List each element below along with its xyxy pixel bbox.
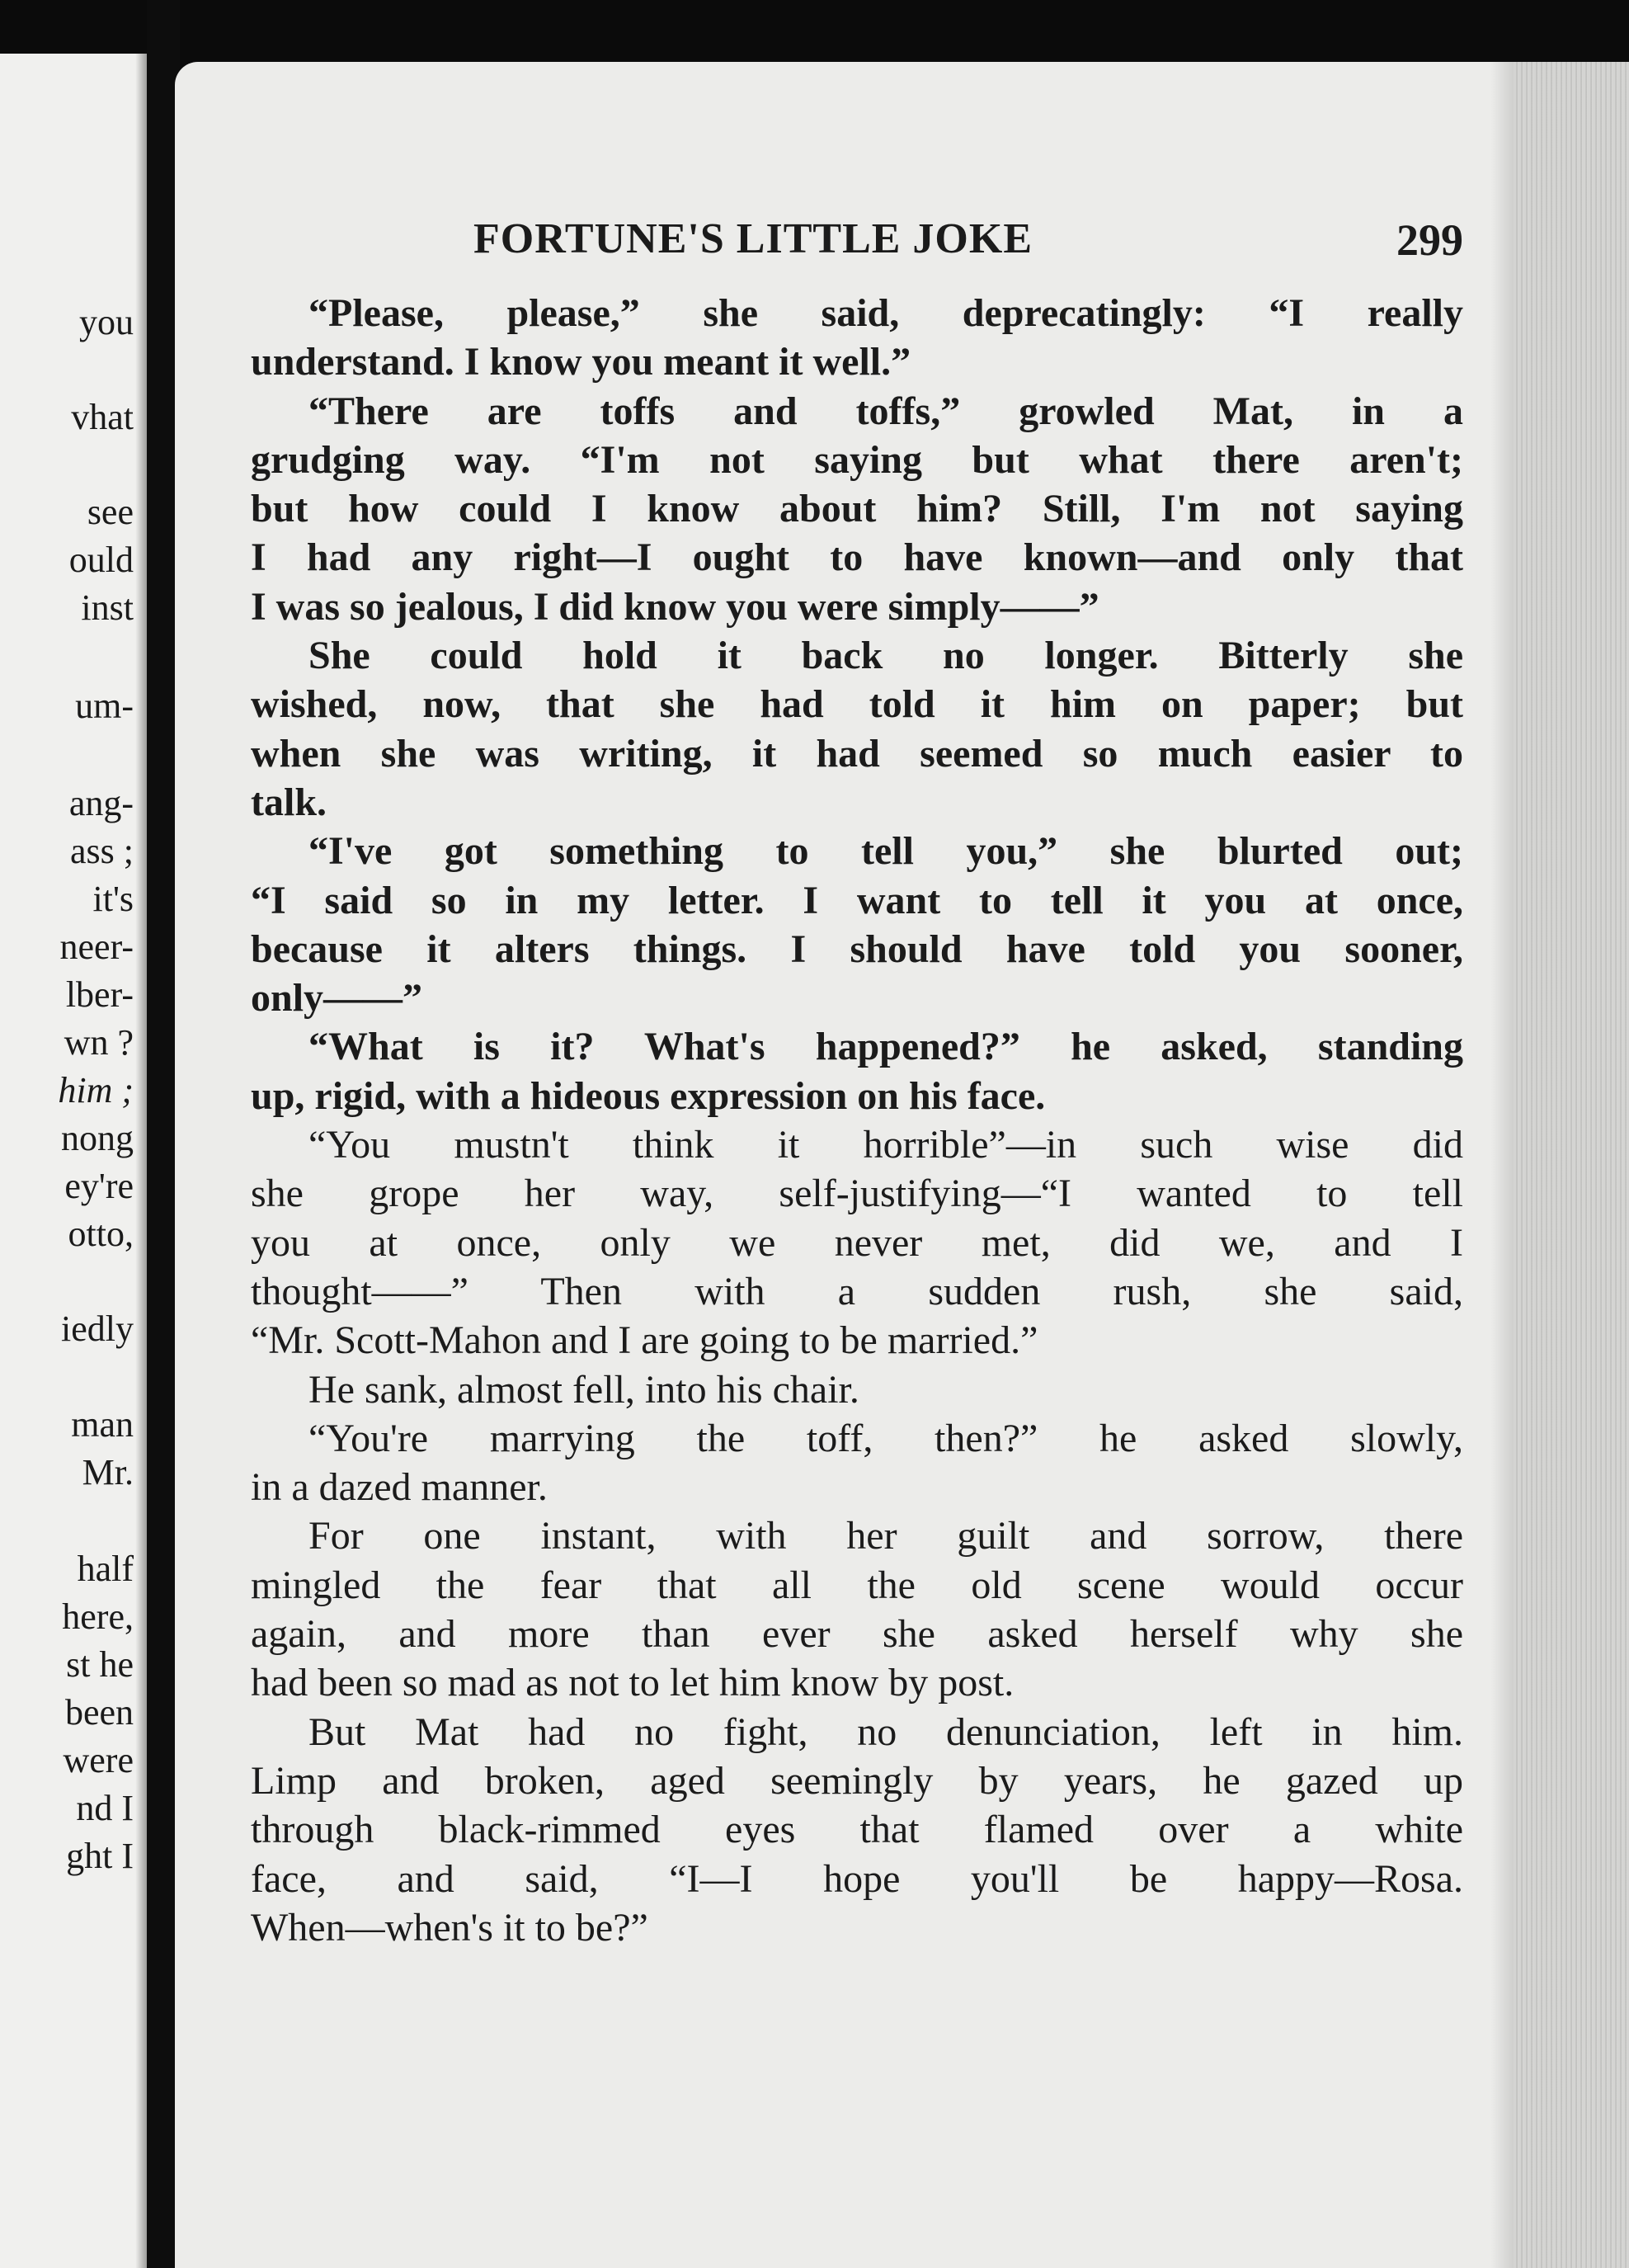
text-line: in a dazed manner. (251, 1465, 548, 1510)
left-fragment: see (87, 492, 134, 532)
left-fragment: lber- (65, 974, 134, 1015)
text-line: “You mustn't think it horrible”—in such wise did (308, 1123, 1463, 1167)
left-fragment: iedly (61, 1308, 134, 1349)
text-line: face, and said, “I—I hope you'll be happy—Rosa. (251, 1856, 1463, 1901)
text-line: When—when's it to be?” (251, 1905, 648, 1950)
text-line: because it alters things. I should have told you sooner, (251, 927, 1463, 971)
left-fragment: otto, (68, 1214, 134, 1254)
text-line: but how could I know about him? Still, I'm not saying (251, 487, 1463, 531)
text-line: had been so mad as not to let him know by post. (251, 1661, 1015, 1705)
text-line: she grope her way, self-justifying—“I wanted to tell (251, 1172, 1463, 1216)
page-edge-shadow (1490, 62, 1514, 2268)
text-line: For one instant, with her guilt and sorrow, there (308, 1514, 1463, 1558)
text-line: thought——” Then with a sudden rush, she said, (251, 1269, 1463, 1313)
text-line: grudging way. “I'm not saying but what there aren't; (251, 437, 1463, 482)
text-line: up, rigid, with a hideous expression on his face. (251, 1073, 1046, 1118)
running-head-title: FORTUNE'S LITTLE JOKE (473, 215, 1033, 262)
text-line: “I've got something to tell you,” she blurted out; (308, 829, 1463, 874)
left-fragment: him ; (58, 1070, 134, 1110)
left-fragment: vhat (71, 397, 134, 437)
left-fragment: Mr. (82, 1452, 134, 1492)
left-fragment: ang- (68, 783, 134, 823)
left-fragment: ould (68, 540, 134, 580)
left-fragment: you (79, 302, 134, 342)
left-fragment: it's (92, 879, 134, 919)
text-line: talk. (251, 780, 327, 824)
text-line: I was so jealous, I did know you were simply——” (251, 584, 1099, 629)
text-line: He sank, almost fell, into his chair. (308, 1367, 859, 1412)
left-fragment: half (77, 1549, 134, 1589)
text-line: I had any right—I ought to have known—and only that (251, 535, 1463, 580)
gutter-shadow (135, 54, 147, 2268)
text-line: “Mr. Scott-Mahon and I are going to be married.” (251, 1318, 1038, 1363)
text-line: “I said so in my letter. I want to tell it you at once, (251, 878, 1463, 922)
right-page (175, 62, 1629, 2268)
text-line: you at once, only we never met, did we, and I (251, 1220, 1463, 1265)
left-fragment: neer- (59, 927, 134, 967)
text-line: “You're marrying the toff, then?” he asked slowly, (308, 1416, 1463, 1460)
text-line: “What is it? What's happened?” he asked, standing (308, 1025, 1463, 1069)
left-fragment: inst (81, 587, 134, 628)
left-fragment: nd I (76, 1788, 134, 1828)
left-fragment: were (63, 1740, 134, 1780)
left-fragment: ght I (66, 1836, 134, 1876)
left-fragment: ey're (64, 1166, 134, 1206)
text-line: “Please, please,” she said, deprecatingly: “I really (308, 291, 1463, 335)
left-fragment: st he (66, 1644, 134, 1685)
left-fragment: wn ? (64, 1022, 134, 1063)
body-text (251, 289, 1463, 1952)
stacked-page-edges (1514, 62, 1629, 2268)
text-line: “There are toffs and toffs,” growled Mat, in a (308, 389, 1463, 433)
left-fragment: here, (62, 1596, 134, 1637)
left-fragment: nong (61, 1118, 134, 1158)
page-number: 299 (1396, 215, 1463, 265)
text-line: But Mat had no fight, no denunciation, left in him. (308, 1709, 1463, 1754)
left-fragment: ass ; (70, 831, 134, 871)
left-fragment: man (71, 1404, 134, 1445)
text-line: wished, now, that she had told it him on paper; but (251, 682, 1463, 727)
text-line: only——” (251, 976, 423, 1021)
text-line: through black-rimmed eyes that flamed over a white (251, 1808, 1463, 1852)
text-line: She could hold it back no longer. Bitterly she (308, 634, 1463, 678)
running-head (251, 215, 1463, 289)
text-line: understand. I know you meant it well.” (251, 340, 911, 384)
page-text-block (251, 215, 1463, 1952)
left-fragment: been (64, 1692, 134, 1733)
left-page-edge (0, 54, 147, 2268)
text-line: again, and more than ever she asked herself why she (251, 1612, 1463, 1657)
text-line: Limp and broken, aged seemingly by years, he gazed up (251, 1758, 1463, 1803)
text-line: mingled the fear that all the old scene would occur (251, 1563, 1463, 1607)
left-fragment: um- (75, 686, 134, 726)
text-line: when she was writing, it had seemed so much easier to (251, 731, 1463, 776)
